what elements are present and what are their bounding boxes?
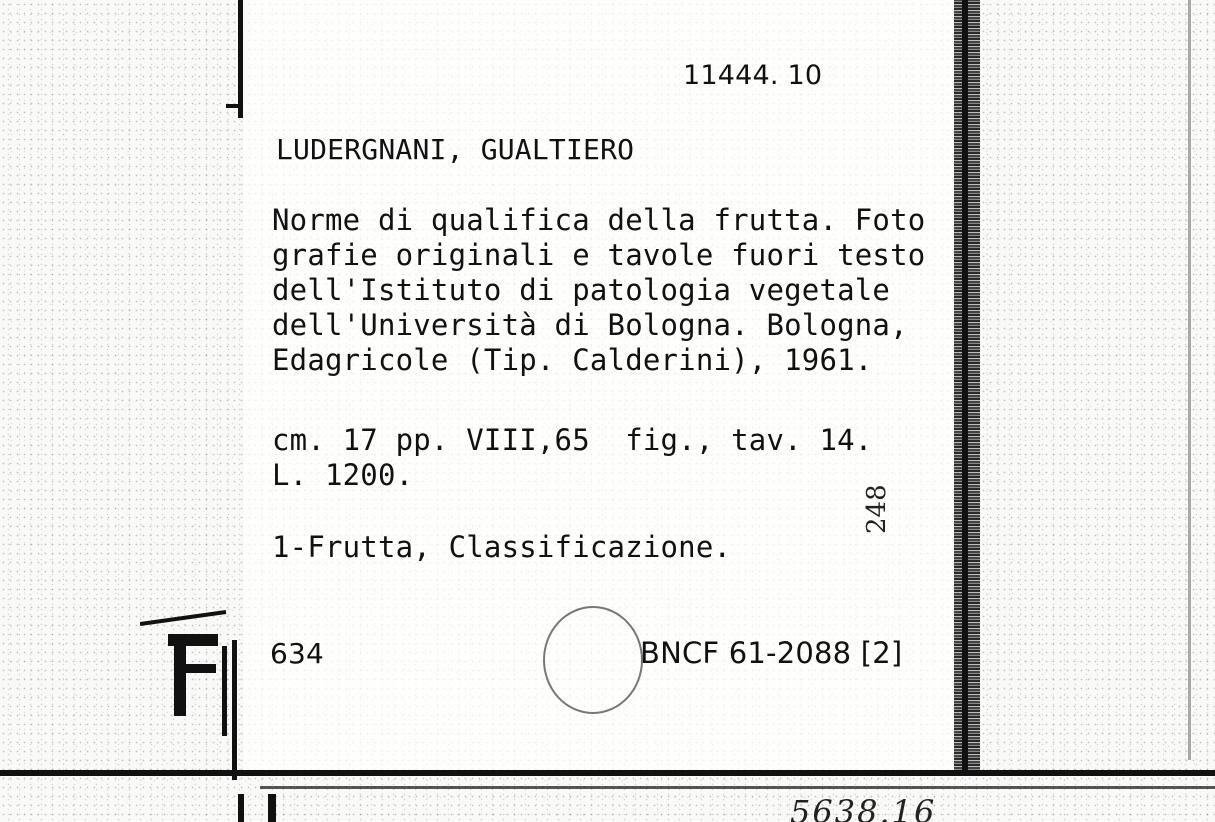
- description-line: Edagricole (Tip. Calderini), 1961.: [272, 343, 873, 377]
- next-card-stub-left: [238, 794, 244, 822]
- side-number: 248: [862, 484, 892, 534]
- next-card-edge: [260, 786, 1215, 789]
- stamp-circle: [543, 606, 643, 714]
- catalog-id-number: 11444. 10: [683, 60, 823, 91]
- title-description: [272, 203, 925, 378]
- physical-line: L. 1200.: [272, 458, 414, 492]
- description-line: Norme di qualifica della frutta. Foto: [272, 203, 926, 237]
- description-line: dell'Istituto di patologia vegetale: [272, 273, 891, 307]
- left-rule-hook: [226, 104, 242, 108]
- card-bottom-edge: [0, 770, 1215, 776]
- card-right-edge: [954, 0, 980, 772]
- far-right-rule: [1188, 0, 1191, 760]
- physical-line: cm. 17 pp. VIII,65 fig., tav. 14.: [272, 423, 873, 457]
- description-line: dell'Università di Bologna. Bologna,: [272, 308, 908, 342]
- author-heading: LUDERGNANI, GUALTIERO: [276, 133, 635, 166]
- stamp-f-mark: [140, 606, 240, 736]
- handwritten-note: 5638.16: [790, 793, 937, 822]
- shelf-number: 634: [270, 637, 325, 670]
- next-card-stub-right: [268, 794, 276, 822]
- description-line: grafie originali e tavole fuori testo: [272, 238, 926, 272]
- physical-description: [272, 423, 872, 493]
- bncf-reference: BNCF 61-2088 [2]: [640, 636, 903, 670]
- left-rule-top: [238, 0, 243, 118]
- subject-heading: 1-Frutta, Classificazione.: [272, 530, 732, 564]
